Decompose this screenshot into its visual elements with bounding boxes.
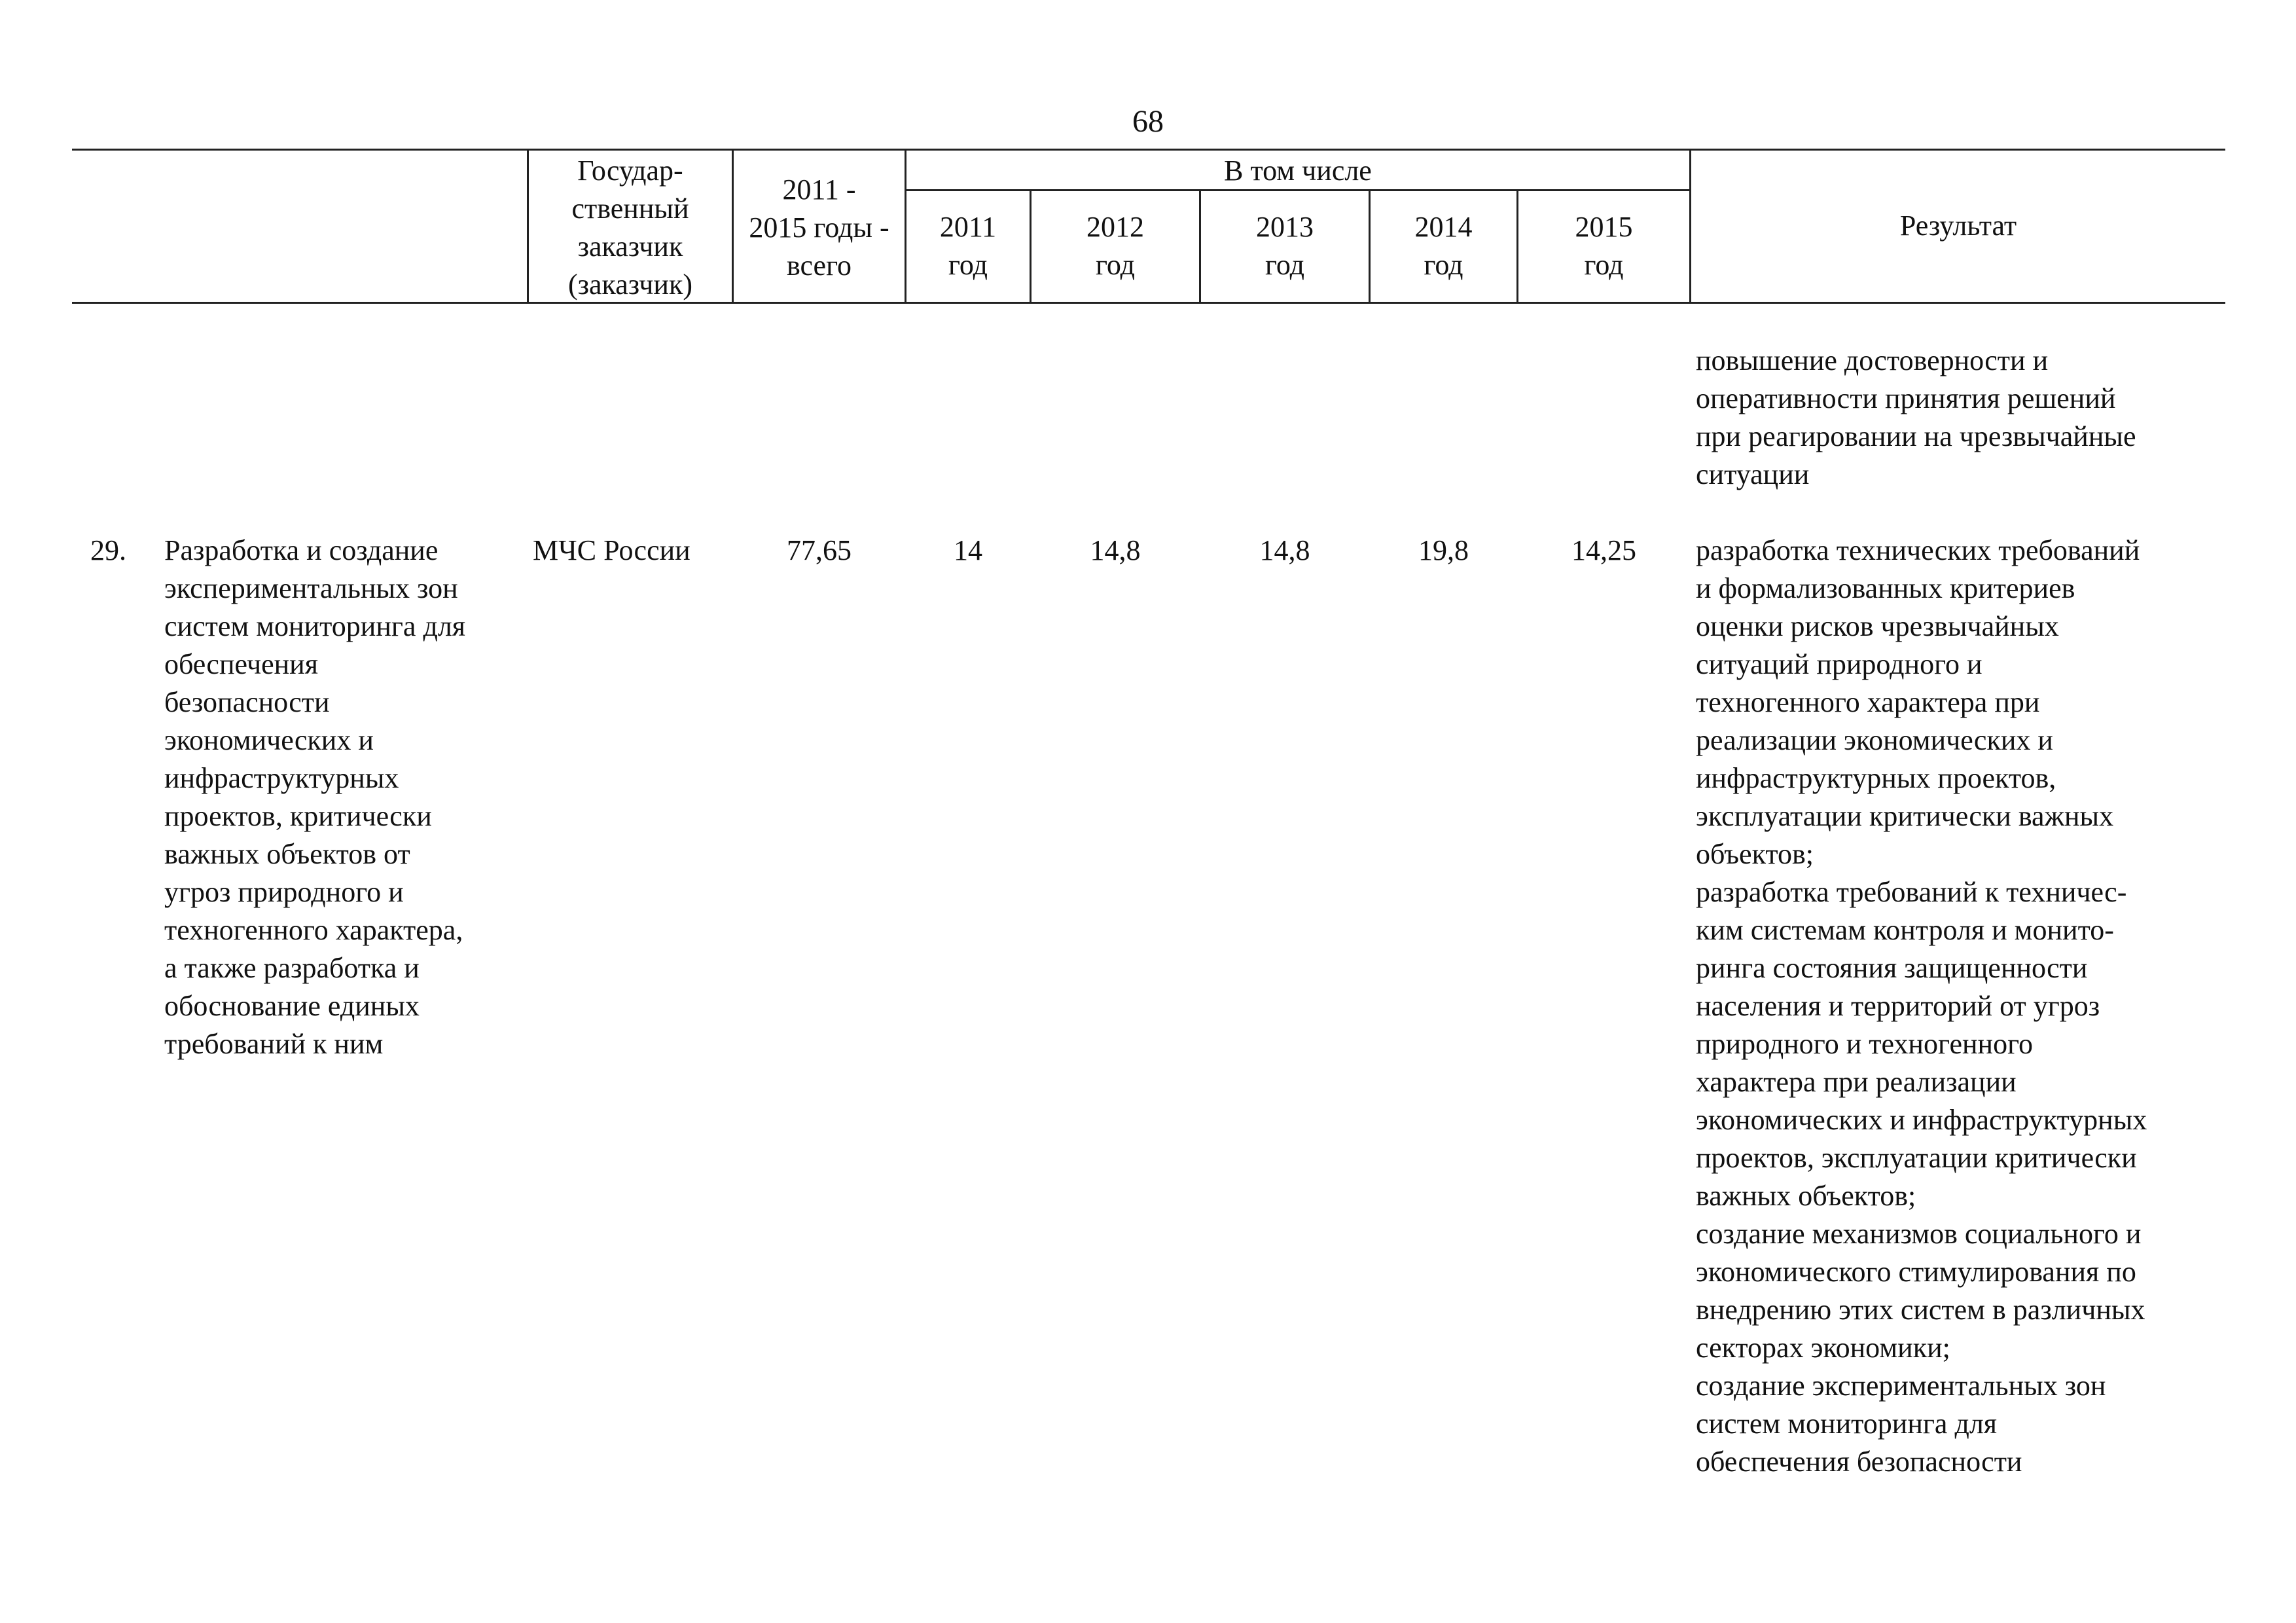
header-year-2011: 2011 год	[939, 211, 997, 281]
header-customer: Государ- ственный заказчик (заказчик)	[567, 155, 692, 301]
continuation-result: повышение достоверности и оперативности принятия решений при реагировании на чрезвычайные ситуации	[1696, 344, 2136, 490]
table-top-rule	[72, 149, 2225, 151]
header-total-period: 2011 - 2015 годы - всего	[749, 173, 889, 282]
header-year-2015: 2015 год	[1575, 211, 1633, 281]
header-year-2012: 2012 год	[1086, 211, 1144, 281]
row-value-2012: 14,8	[1090, 534, 1141, 566]
page-number: 68	[1132, 104, 1164, 139]
header-result: Результат	[1899, 210, 2017, 242]
row-total: 77,65	[787, 534, 852, 566]
row-value-2014: 19,8	[1418, 534, 1469, 566]
header-year-2013: 2013 год	[1256, 211, 1314, 281]
row-result: разработка технических требований и формализованных критериев оценки рисков чрезвычайных ситуаций природного и техногенного характера при реализации экономических и инфраструктурных проектов, эксплуатации критически важных объектов; разработка требований к техничес- ким системам контроля и монито- ринга состояния защищенности населения и территорий от угроз природного и техногенного характера при реализации экономических и инфраструктурных проектов, эксплуатации критически важных объектов; создание механизмов социального и экономического стимулирования по внедрению этих систем в различных секторах экономики; создание экспериментальных зон систем мониторинга для обеспечения безопасности	[1696, 534, 2147, 1478]
row-value-2015: 14,25	[1571, 534, 1636, 566]
header-year-2014: 2014 год	[1414, 211, 1473, 281]
row-customer: МЧС России	[533, 534, 691, 566]
row-value-2011: 14	[954, 534, 982, 566]
row-number: 29.	[90, 534, 126, 566]
header-bottom-rule	[72, 302, 2225, 304]
row-value-2013: 14,8	[1259, 534, 1310, 566]
row-name: Разработка и создание экспериментальных зон систем мониторинга для обеспечения безопасности экономических и инфраструктурных проектов, критически важных объектов от угроз природного и техногенного характера, а также разработка и обоснование единых требований к ним	[164, 534, 466, 1060]
header-including: В том числе	[1224, 155, 1372, 187]
